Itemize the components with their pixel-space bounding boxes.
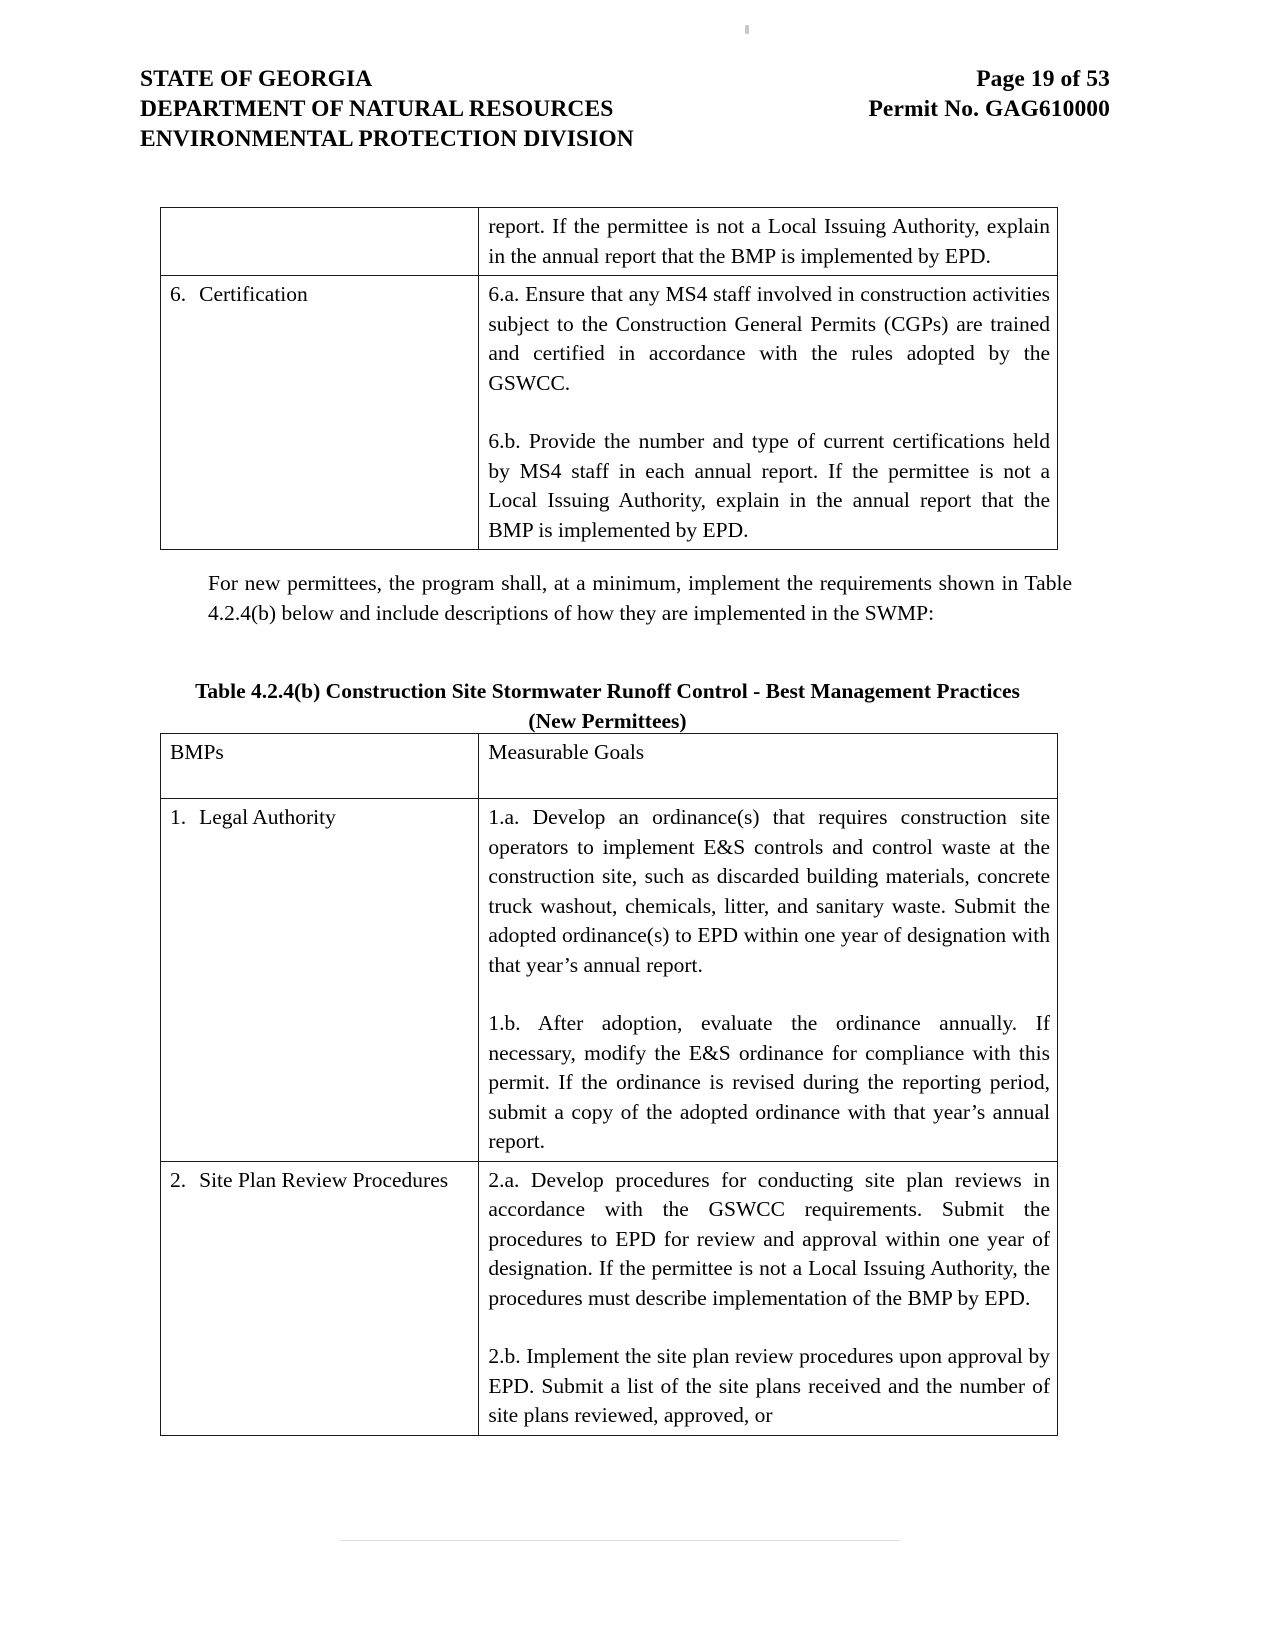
goal-paragraph-6b: 6.b. Provide the number and type of current certifications held by MS4 staff in each annual report. If the permittee is not a Local Issuing Authority, explain in the annual report that the BMP is implemented by EPD.	[488, 429, 1050, 542]
agency-line-state: STATE OF GEORGIA	[140, 66, 373, 92]
measurable-goal-cell	[479, 276, 1058, 550]
goal-paragraph-1b: 1.b. After adoption, evaluate the ordinance annually. If necessary, modify the E&S ordinance for compliance with this permit. If the ordinance is revised during the reporting period, submit a copy of the adopted ordinance with that year’s annual report.	[488, 1011, 1050, 1153]
goal-paragraph-2a: 2.a. Develop procedures for conducting site plan reviews in accordance with the GSWCC requirements. Submit the procedures to EPD for review and approval within one year of designation. If the permittee is not a Local Issuing Authority, the procedures must describe implementation of the BMP by EPD.	[488, 1167, 1050, 1310]
agency-heading	[140, 64, 634, 154]
bmp-number: 1.	[170, 805, 187, 829]
goal-paragraph-1a: 1.a. Develop an ordinance(s) that requires construction site operators to implement E&S controls and control waste at the construction site, such as discarded building materials, concrete truck washout, chemicals, litter, and sanitary waste. Submit the adopted ordinance(s) to EPD within one year of designation with that year’s annual report.	[488, 805, 1050, 977]
bmp-table-new-permittees	[160, 733, 1058, 1436]
measurable-goal-cell	[479, 799, 1058, 1162]
table-caption	[140, 676, 1075, 736]
table-row	[161, 1161, 1058, 1435]
bmp-cell-site-plan-review	[161, 1161, 479, 1435]
goal-paragraph: report. If the permittee is not a Local Issuing Authority, explain in the annual report that the BMP is implemented by EPD.	[488, 214, 1050, 268]
scan-artifact-mark	[745, 25, 749, 34]
table-row	[161, 208, 1058, 276]
goal-paragraph-2b: 2.b. Implement the site plan review procedures upon approval by EPD. Submit a list of the site plans received and the number of site plans reviewed, approved, or	[488, 1344, 1050, 1427]
page-meta	[868, 64, 1140, 124]
agency-line-department: DEPARTMENT OF NATURAL RESOURCES	[140, 96, 614, 122]
bmp-cell-empty	[161, 208, 479, 276]
table-row	[161, 276, 1058, 550]
table-caption-line-1: Table 4.2.4(b) Construction Site Stormwater Runoff Control - Best Management Practices	[195, 679, 1020, 703]
bmp-cell-legal-authority	[161, 799, 479, 1162]
column-header-measurable-goals: Measurable Goals	[479, 734, 1058, 799]
table-caption-line-2: (New Permittees)	[528, 709, 687, 733]
measurable-goal-cell	[479, 1161, 1058, 1435]
bmp-number: 2.	[170, 1167, 187, 1192]
bmp-name: Certification	[199, 282, 308, 306]
table-row	[161, 799, 1058, 1162]
permit-number: Permit No. GAG610000	[868, 96, 1110, 122]
bmp-number: 6.	[170, 282, 187, 306]
bmp-table-continued	[160, 207, 1058, 550]
bmp-cell-certification	[161, 276, 479, 550]
measurable-goal-cell	[479, 208, 1058, 276]
intro-paragraph: For new permittees, the program shall, at a minimum, implement the requirements shown in Table 4.2.4(b) below and include descriptions of how they are implemented in the SWMP:	[208, 571, 1072, 625]
agency-line-division: ENVIRONMENTAL PROTECTION DIVISION	[140, 126, 634, 152]
scan-artifact-line	[340, 1540, 900, 1541]
bmp-name: Legal Authority	[199, 805, 336, 829]
column-header-bmps: BMPs	[161, 734, 479, 799]
goal-paragraph-6a: 6.a. Ensure that any MS4 staff involved in construction activities subject to the Construction General Permits (CGPs) are trained and certified in accordance with the rules adopted by the GSWCC.	[488, 282, 1050, 395]
page-number: Page 19 of 53	[976, 66, 1110, 92]
bmp-name: Site Plan Review Procedures	[199, 1167, 449, 1192]
table-header-row	[161, 734, 1058, 799]
page-header	[140, 64, 1140, 154]
